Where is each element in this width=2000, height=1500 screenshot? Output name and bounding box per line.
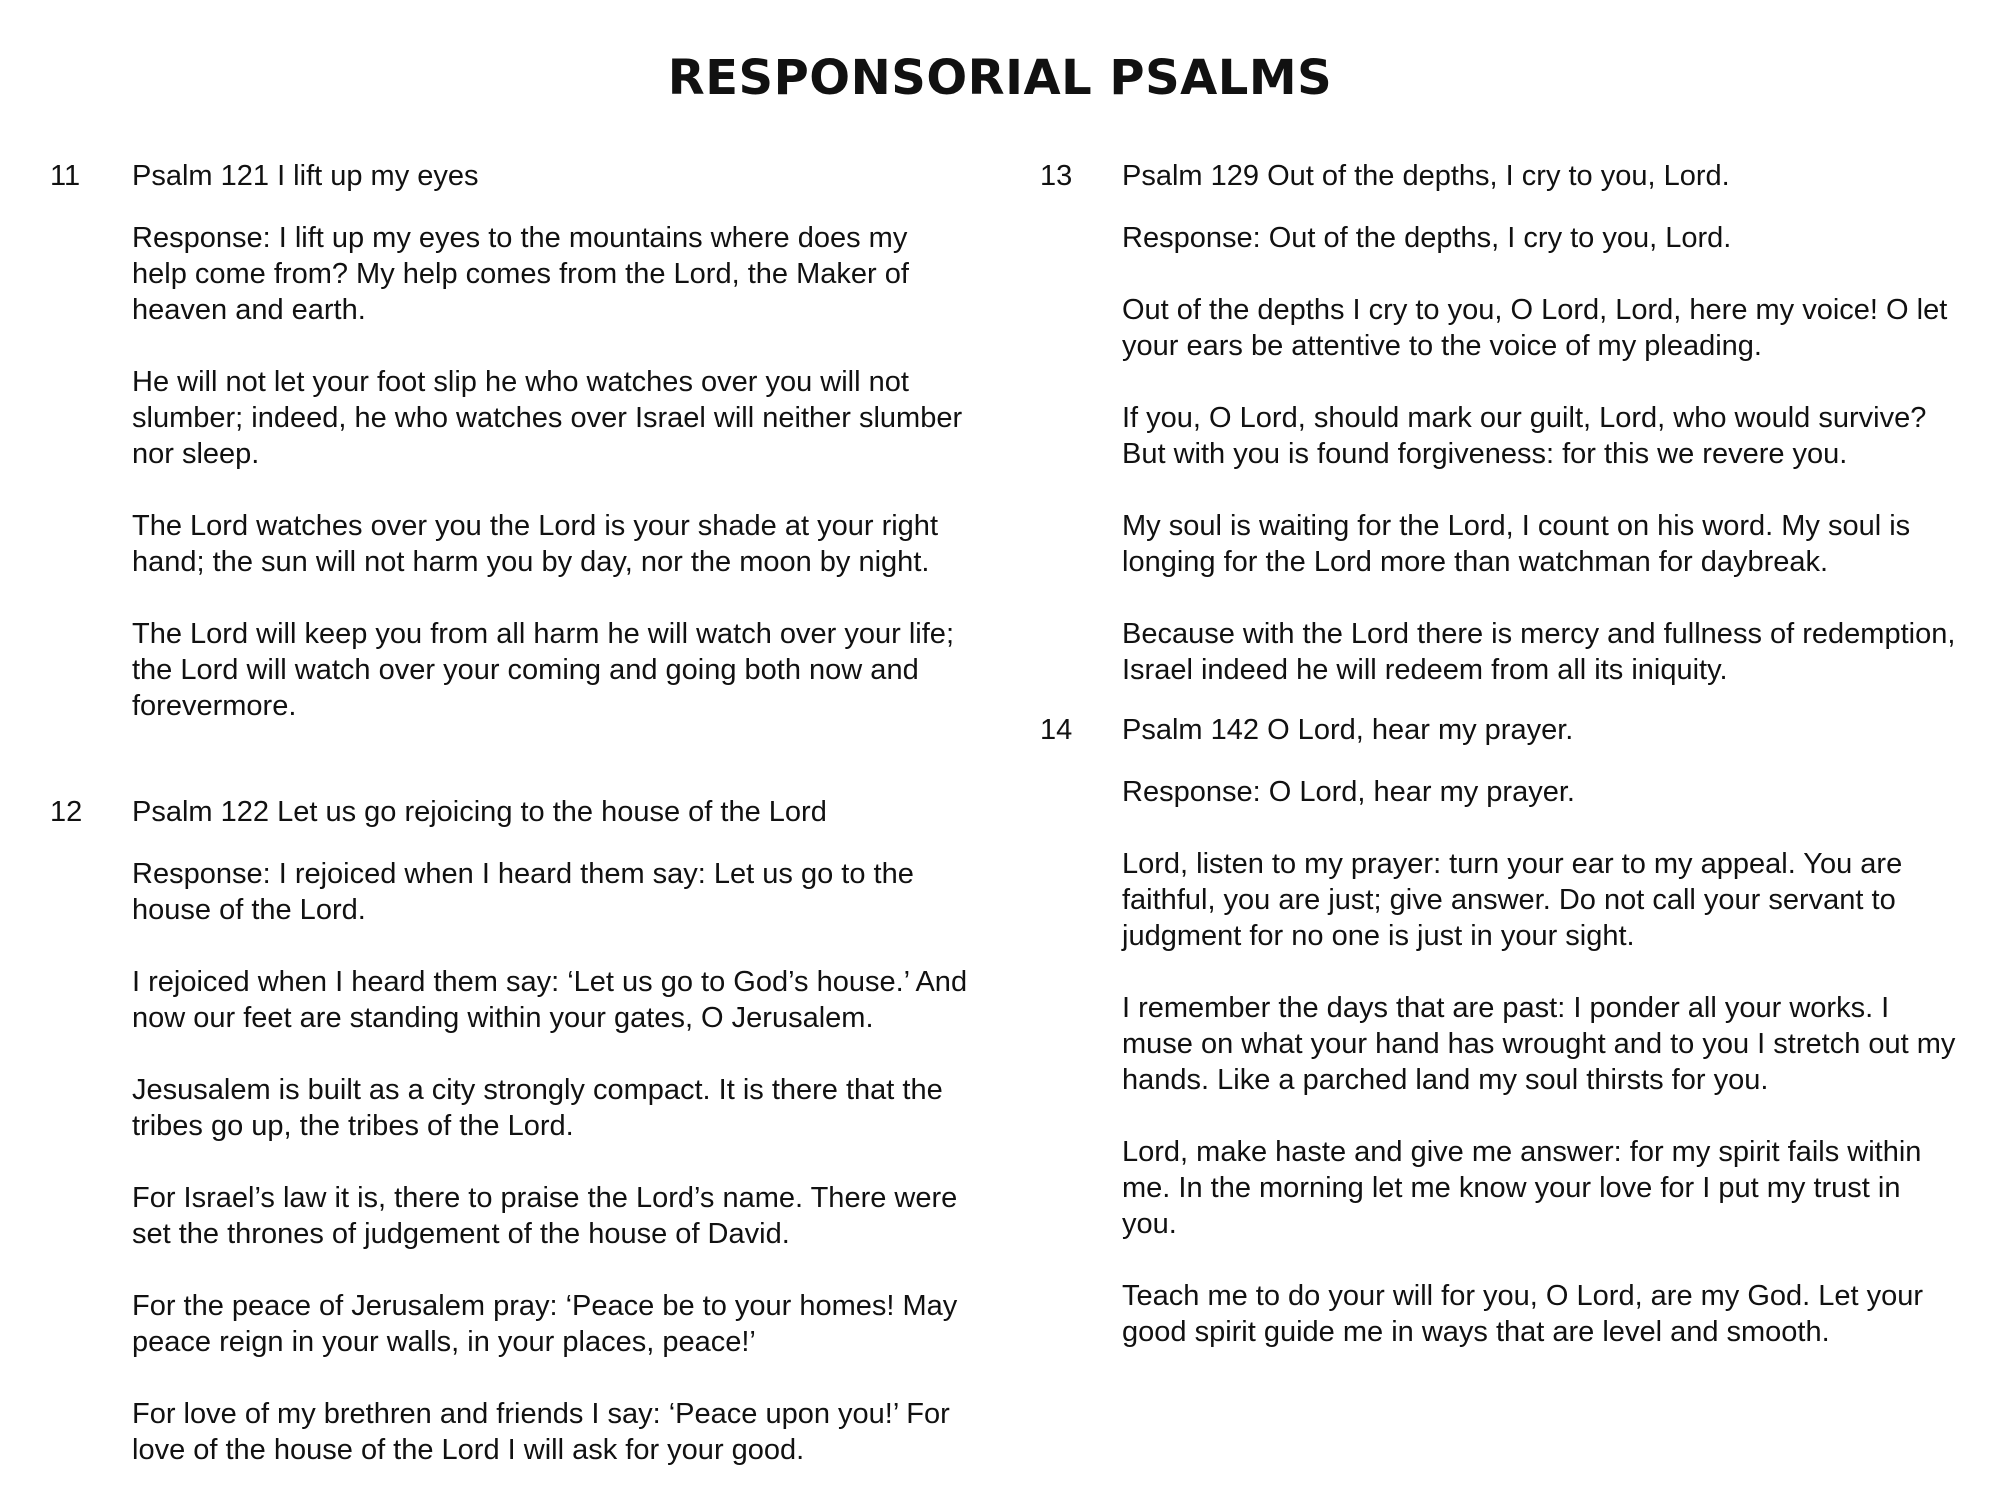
psalm-11 — [50, 158, 970, 724]
psalm-verse: If you, O Lord, should mark our guilt, Lord, who would survive? But with you is found forgiveness: for this we revere you. — [1122, 402, 1927, 470]
psalm-heading: Psalm 142 O Lord, hear my prayer. — [1122, 714, 1574, 746]
psalm-verse: Because with the Lord there is mercy and fullness of redemption, Israel indeed he will redeem from all its iniquity. — [1122, 618, 1956, 686]
psalm-verse: For the peace of Jerusalem pray: ‘Peace be to your homes! May peace reign in your walls, in your places, peace!’ — [132, 1290, 958, 1358]
psalm-number: 13 — [1040, 160, 1073, 192]
psalm-verse: Teach me to do your will for you, O Lord, are my God. Let your good spirit guide me in ways that are level and smooth. — [1122, 1280, 1924, 1348]
psalm-response: Response: O Lord, hear my prayer. — [1122, 776, 1575, 808]
psalm-verse: Lord, listen to my prayer: turn your ear to my appeal. You are faithful, you are just; give answer. Do not call your servant to judgment for no one is just in your sight. — [1122, 848, 1903, 952]
psalm-12 — [50, 794, 970, 1468]
psalm-response: Response: I rejoiced when I heard them say: Let us go to the house of the Lord. — [132, 858, 914, 926]
psalm-verse: The Lord will keep you from all harm he will watch over your life; the Lord will watch over your coming and going both now and forevermore. — [132, 618, 954, 722]
psalm-response: Response: I lift up my eyes to the mountains where does my help come from? My help comes from the Lord, the Maker of heaven and earth. — [132, 222, 909, 326]
psalm-14 — [1040, 712, 1960, 1350]
psalm-verse: The Lord watches over you the Lord is your shade at your right hand; the sun will not harm you by day, nor the moon by night. — [132, 510, 938, 578]
psalm-verse: I remember the days that are past: I ponder all your works. I muse on what your hand has wrought and to you I stretch out my hands. Like a parched land my soul thirsts for you. — [1122, 992, 1956, 1096]
psalm-number: 12 — [50, 796, 83, 828]
psalm-verse: Lord, make haste and give me answer: for my spirit fails within me. In the morning let me know your love for I put my trust in you. — [1122, 1136, 1922, 1240]
psalm-verse: My soul is waiting for the Lord, I count on his word. My soul is longing for the Lord more than watchman for daybreak. — [1122, 510, 1911, 578]
psalm-heading: Psalm 122 Let us go rejoicing to the house of the Lord — [132, 796, 827, 828]
psalm-number: 11 — [50, 160, 81, 192]
psalm-verse: Out of the depths I cry to you, O Lord, Lord, here my voice! O let your ears be attentive to the voice of my pleading. — [1122, 294, 1948, 362]
page-title: RESPONSORIAL PSALMS — [667, 50, 1333, 106]
psalm-heading: Psalm 129 Out of the depths, I cry to you, Lord. — [1122, 160, 1730, 192]
psalm-verse: I rejoiced when I heard them say: ‘Let us go to God’s house.’ And now our feet are standing within your gates, O Jerusalem. — [132, 966, 968, 1034]
psalm-number: 14 — [1040, 714, 1073, 746]
psalm-13 — [1040, 158, 1960, 688]
psalm-verse: For Israel’s law it is, there to praise the Lord’s name. There were set the thrones of judgement of the house of David. — [132, 1182, 958, 1250]
psalm-verse: Jesusalem is built as a city strongly compact. It is there that the tribes go up, the tribes of the Lord. — [132, 1074, 943, 1142]
psalm-heading: Psalm 121 I lift up my eyes — [132, 160, 479, 192]
psalm-verse: For love of my brethren and friends I say: ‘Peace upon you!’ For love of the house of the Lord I will ask for your good. — [132, 1398, 950, 1466]
left-column — [50, 158, 970, 1468]
right-column — [1040, 158, 1960, 1350]
psalm-verse: He will not let your foot slip he who watches over you will not slumber; indeed, he who watches over Israel will neither slumber nor sleep. — [132, 366, 963, 470]
psalm-response: Response: Out of the depths, I cry to you, Lord. — [1122, 222, 1732, 254]
